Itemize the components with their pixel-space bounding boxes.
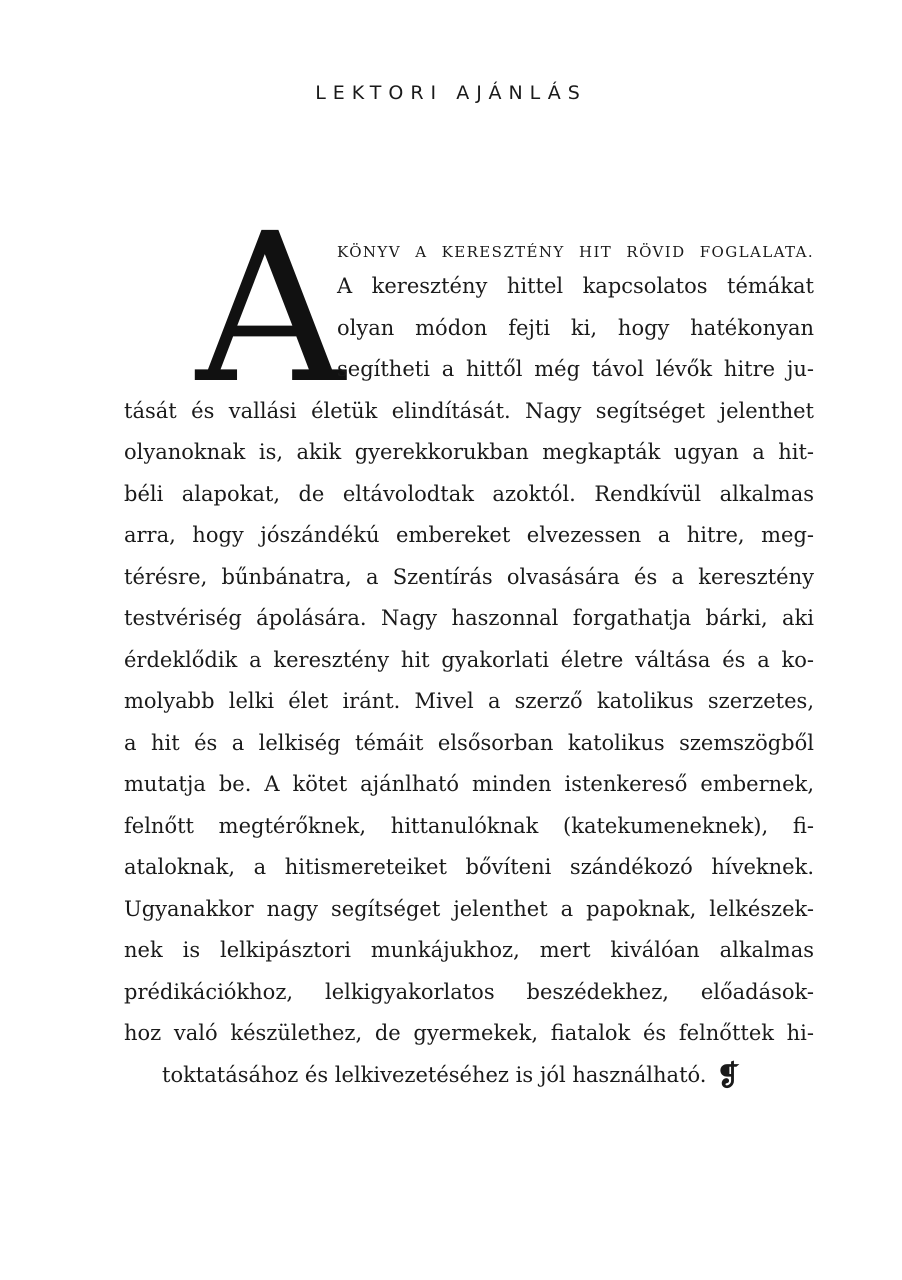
text-line-last-content: toktatásához és lelkivezetéséhez is jól használható. [162, 1063, 707, 1087]
text-line: a hit és a lelkiség témáit elsősorban katolikus szemszögből [124, 731, 814, 755]
text-line: térésre, bűnbánatra, a Szentírás olvasására és a keresztény [124, 565, 814, 589]
text-line: segítheti a hittől még távol lévők hitre ju- [337, 357, 814, 381]
text-line: A keresztény hittel kapcsolatos témákat [337, 274, 814, 298]
text-line: arra, hogy jószándékú embereket elvezessen a hitre, meg- [124, 523, 814, 547]
text-line: mutatja be. A kötet ajánlható minden istenkereső embernek, [124, 772, 814, 796]
text-line: olyanoknak is, akik gyerekkorukban megkapták ugyan a hit- [124, 440, 814, 464]
text-line: KÖNYV A KERESZTÉNY HIT RÖVID FOGLALATA. [337, 243, 814, 261]
page-title: LEKTORI AJÁNLÁS [315, 82, 587, 104]
text-line: béli alapokat, de eltávolodtak azoktól. Rendkívül alkalmas [124, 482, 814, 506]
text-line: prédikációkhoz, lelkigyakorlatos beszédekhez, előadások- [124, 980, 814, 1004]
text-line: tását és vallási életük elindítását. Nagy segítséget jelenthet [124, 399, 814, 423]
text-line: olyan módon fejti ki, hogy hatékonyan [337, 316, 814, 340]
text-line: Ugyanakkor nagy segítséget jelenthet a papoknak, lelkészek- [124, 897, 814, 921]
text-line: felnőtt megtérőknek, hittanulóknak (katekumeneknek), fi- [124, 814, 814, 838]
text-line: ataloknak, a hitismereteiket bővíteni szándékozó híveknek. [124, 855, 814, 879]
text-line: hoz való készülethez, de gyermekek, fiatalok és felnőttek hi- [124, 1021, 814, 1045]
text-line: nek is lelkipásztori munkájukhoz, mert kiválóan alkalmas [124, 938, 814, 962]
text-line: érdeklődik a keresztény hit gyakorlati életre váltása és a ko- [124, 648, 814, 672]
pilcrow-icon: ❡ [716, 1059, 740, 1092]
text-line: molyabb lelki élet iránt. Mivel a szerző katolikus szerzetes, [124, 689, 814, 713]
text-line-last [162, 1060, 740, 1091]
text-line: testvériség ápolására. Nagy haszonnal forgathatja bárki, aki [124, 606, 814, 630]
drop-cap: A [196, 189, 345, 429]
